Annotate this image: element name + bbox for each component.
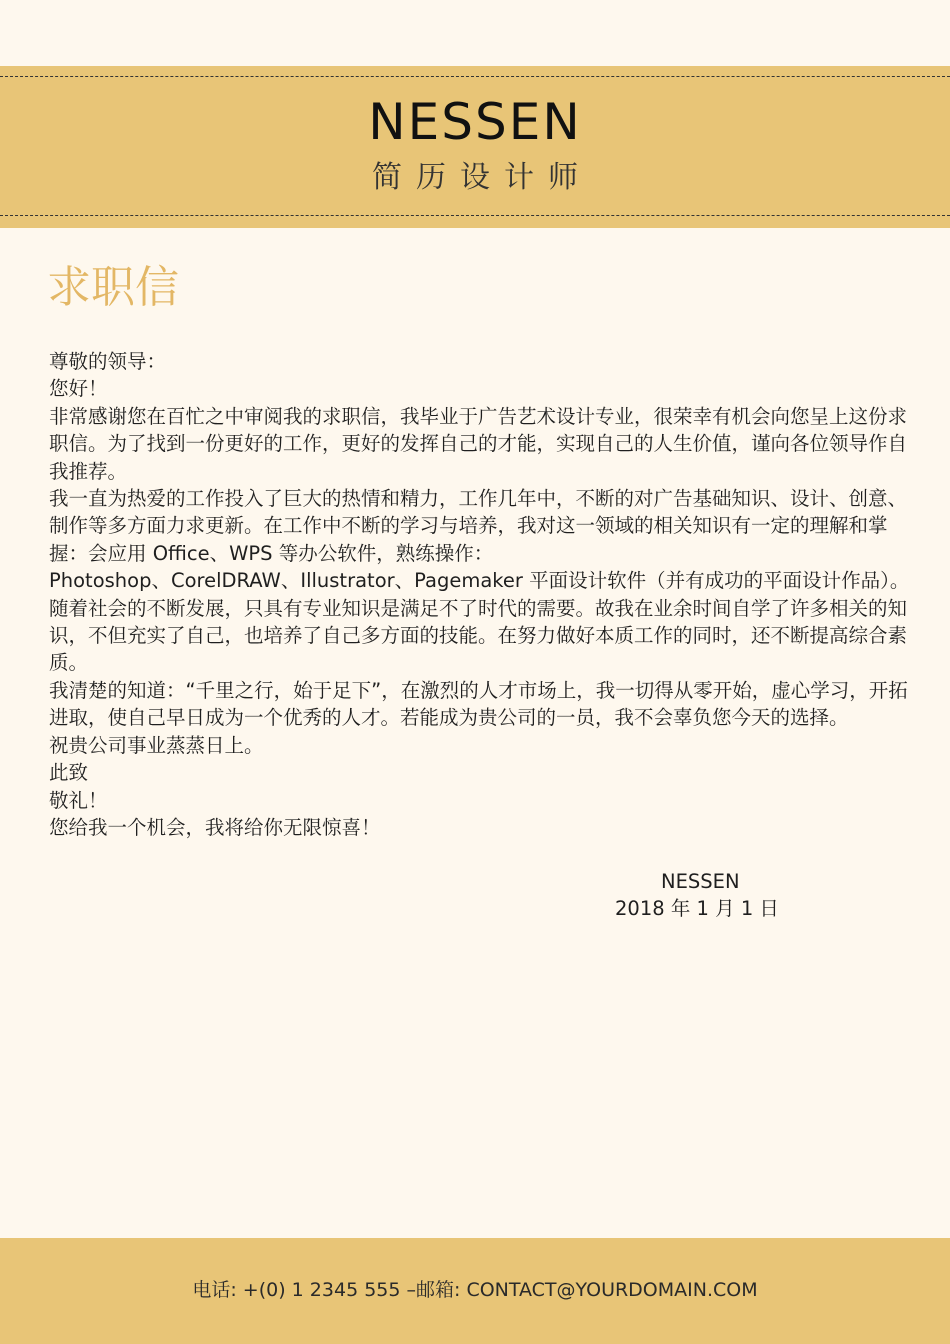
signature-date: 2018 年 1 月 1 日 <box>615 897 779 920</box>
letter-greeting: 您好！ <box>49 377 108 401</box>
letter-closing-salute: 敬礼！ <box>49 788 108 812</box>
header-band <box>0 66 950 228</box>
applicant-name: NESSEN <box>368 93 582 151</box>
letter-closing: 此致 <box>49 761 89 785</box>
letter-paragraph: 非常感谢您在百忙之中审阅我的求职信，我毕业于广告艺术设计专业，很荣幸有机会向您呈上这份求职信。为了找到一份更好的工作，更好的发挥自己的才能，实现自己的人生价值，谨向各位领导作自我推荐。 <box>49 404 908 483</box>
letter-heading: 求职信 <box>47 262 179 313</box>
signature-name: NESSEN <box>661 870 740 893</box>
header-bottom-dashed-divider <box>0 215 950 216</box>
letter-wishes: 祝贵公司事业蒸蒸日上。 <box>49 733 264 757</box>
letter-paragraph: 我清楚的知道：“千里之行，始于足下”，在激烈的人才市场上，我一切得从零开始，虚心学习，开拓进取，使自己早日成为一个优秀的人才。若能成为贵公司的一员，我不会辜负您今天的选择。 <box>49 678 908 730</box>
footer-band <box>0 1238 950 1344</box>
letter-paragraph: Photoshop、CorelDRAW、Illustrator、Pagemaker 平面设计软件（并有成功的平面设计作品）。 <box>49 569 910 593</box>
letter-paragraph: 我一直为热爱的工作投入了巨大的热情和精力，工作几年中，不断的对广告基础知识、设计、创意、制作等多方面力求更新。在工作中不断的学习与培养，我对这一领域的相关知识有一定的理解和掌握：会应用 Office、WPS 等办公软件，熟练操作： <box>49 487 908 565</box>
letter-paragraph: 随着社会的不断发展，只具有专业知识是满足不了时代的需要。故我在业余时间自学了许多相关的知识，不但充实了自己，也培养了自己多方面的技能。在努力做好本质工作的同时，还不断提高综合素质。 <box>49 596 908 675</box>
applicant-job-title: 简历设计师 <box>372 160 592 195</box>
letter-body <box>49 348 925 841</box>
letter-final-line: 您给我一个机会，我将给你无限惊喜！ <box>49 815 381 839</box>
header-top-dashed-divider <box>0 76 950 77</box>
letter-salutation: 尊敬的领导： <box>49 350 167 373</box>
footer-contact-info: 电话: +(0) 1 2345 555 –邮箱: CONTACT@YOURDOMAIN.COM <box>192 1279 758 1301</box>
